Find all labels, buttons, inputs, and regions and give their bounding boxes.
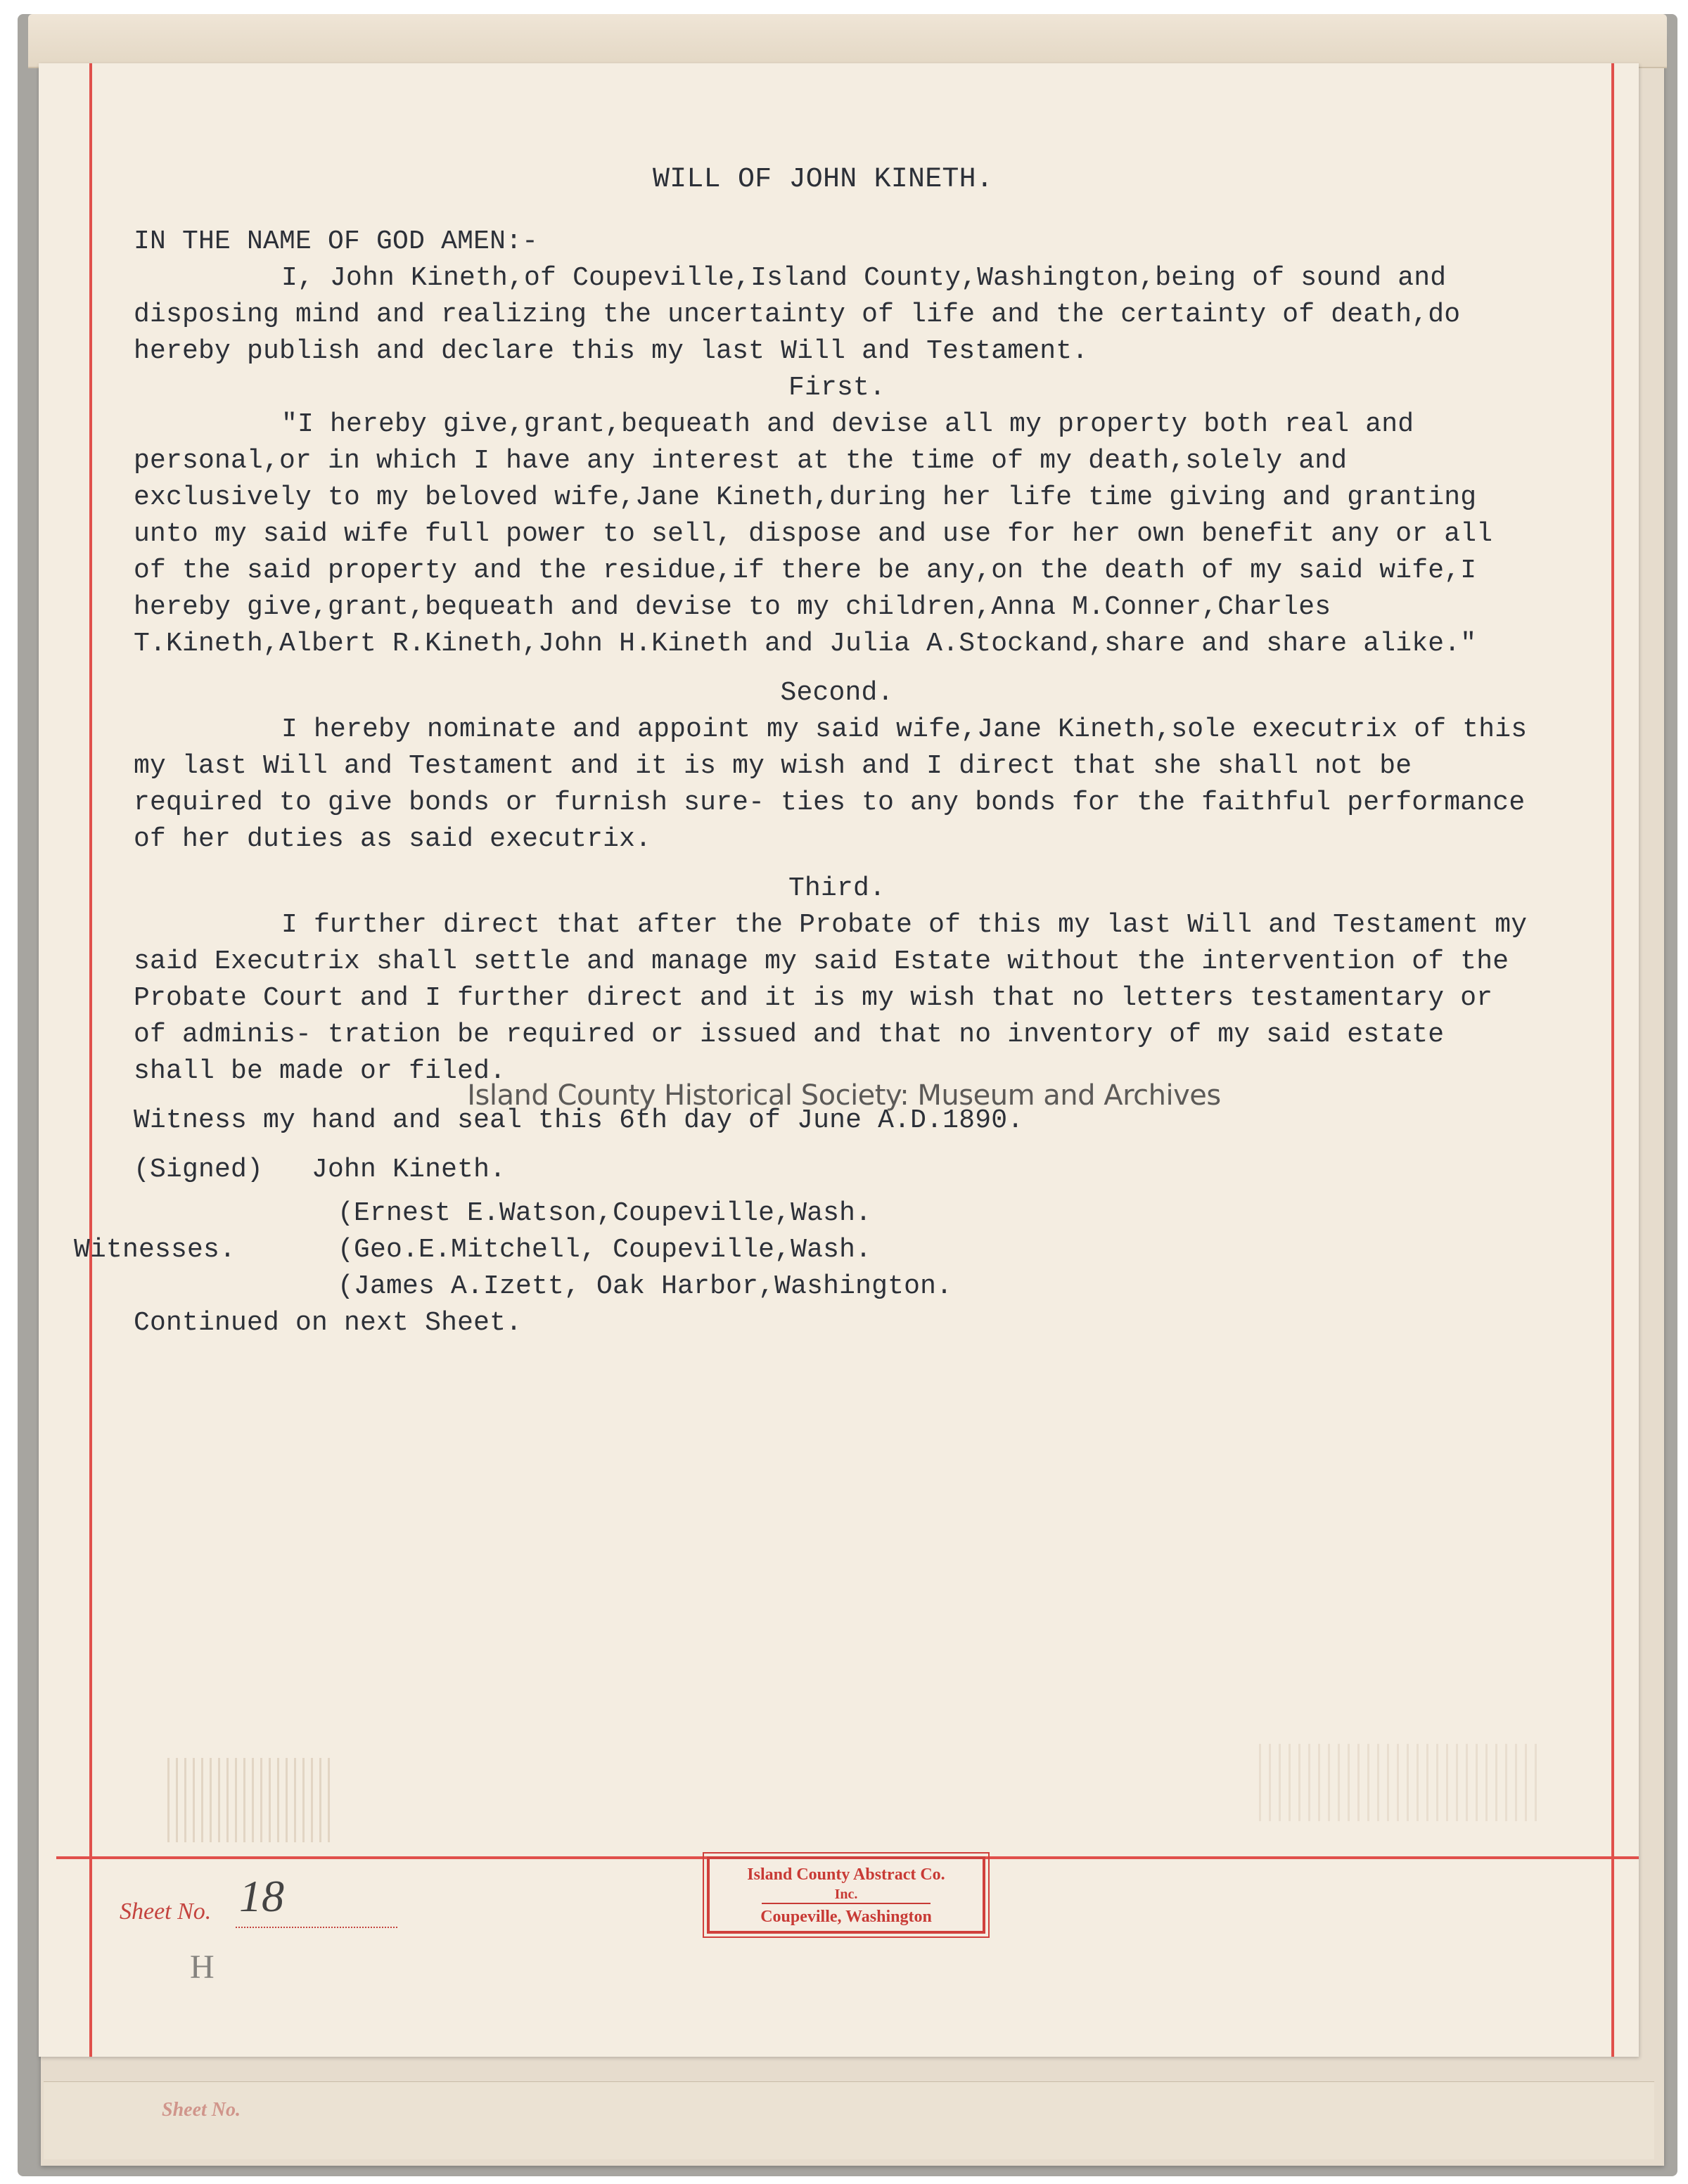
margin-rule-left: [89, 63, 92, 2057]
section-text-first: "I hereby give,grant,bequeath and devise all my property both real and personal,or in which I have any interest at the time of my death,solely and exclusively to my beloved wife,Jane Kineth,during her life time giving and granting unto my said wife full power to sell, dispose and use for her own benefit any or all of the said property and the residue,if there be any,on the death of my said wife,I hereby give,grant,bequeath and devise to my children,Anna M.Conner,Charles T.Kineth,Albert R.Kineth,John H.Kineth and Julia A.Stockand,share and share alike.": [134, 409, 1493, 659]
preamble-paragraph: I, John Kineth,of Coupeville,Island County,Washington,being of sound and disposing mind and realizing the uncertainty of life and the certainty of death,do hereby publish and declare this my last Will and Testament.: [134, 263, 1461, 366]
signed-label: (Signed): [134, 1155, 264, 1185]
continued-note: Continued on next Sheet.: [134, 1308, 523, 1338]
witness-clause: Witness my hand and seal this 6th day of June A.D.1890.: [134, 1105, 1024, 1136]
section-heading-first: First.: [788, 373, 886, 403]
archive-watermark: Island County Historical Society: Museum and Archives: [467, 1079, 1221, 1112]
underlying-sheet-number: Sheet No.: [162, 2099, 241, 2121]
margin-rule-right: [1611, 63, 1614, 2057]
signature-line: [134, 1152, 1540, 1188]
witness-1: (Ernest E.Watson,Coupeville,Wash.: [338, 1198, 872, 1228]
section-text-second: I hereby nominate and appoint my said wife,Jane Kineth,sole executrix of this my last Will and Testament and it is my wish and I direct that she shall not be required to give bonds or furnish sure- ties to any bonds for the faithful performance of her duties as said executrix.: [134, 714, 1528, 854]
witness-3: (James A.Izett, Oak Harbor,Washington.: [338, 1271, 953, 1302]
pencil-marks: H: [190, 1948, 219, 1986]
section-heading-second: Second.: [780, 678, 894, 708]
stamp-line-2: Inc.: [762, 1886, 931, 1904]
sheet-number-label: Sheet No.: [120, 1899, 212, 1925]
binder-top-fold: [28, 14, 1667, 68]
will-document: [74, 162, 1540, 1342]
witness-2: (Geo.E.Mitchell, Coupeville,Wash.: [338, 1235, 872, 1265]
sheet-number-underline: [236, 1927, 397, 1928]
section-heading-third: Third.: [788, 873, 886, 904]
sheet-number-value: 18: [239, 1871, 284, 1921]
stamp-line-1: Island County Abstract Co.: [747, 1865, 945, 1884]
document-title: WILL OF JOHN KINETH.: [652, 164, 994, 195]
witnesses-block: [74, 1195, 1540, 1305]
bleed-through-marks-right: [1259, 1744, 1540, 1821]
witnesses-label: Witnesses.: [74, 1235, 236, 1265]
underlying-sheet-edge: [44, 2081, 1654, 2159]
opening-line: IN THE NAME OF GOD AMEN:-: [134, 226, 539, 257]
abstract-company-stamp: [707, 1856, 985, 1934]
signer-name: John Kineth.: [312, 1155, 506, 1185]
stamp-line-3: Coupeville, Washington: [760, 1908, 932, 1926]
bleed-through-marks: [167, 1758, 336, 1842]
section-text-third: I further direct that after the Probate of this my last Will and Testament my said Executrix shall settle and manage my said Estate without the intervention of the Probate Court and I further direct and it is my wish that no letters testamentary or of adminis- tration be required or issued and that no inventory of my said estate shall be made or filed.: [134, 910, 1528, 1086]
